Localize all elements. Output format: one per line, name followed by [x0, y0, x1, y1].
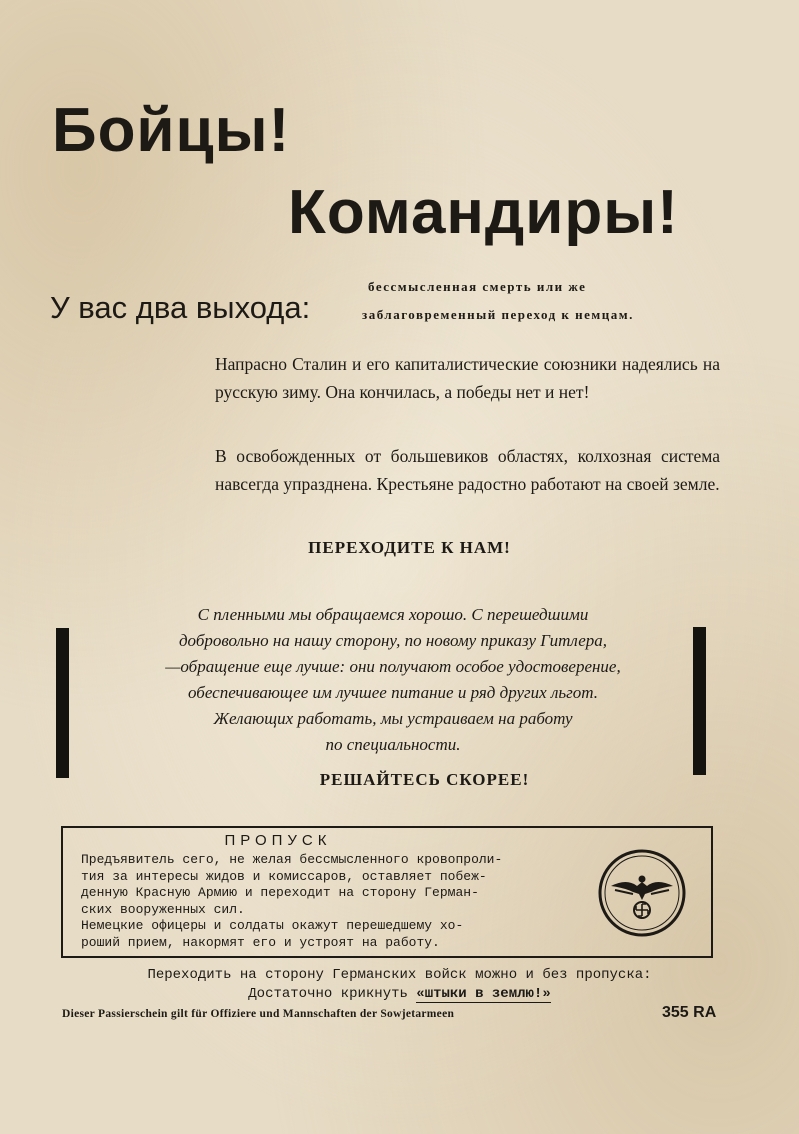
footer-line-2-prefix: Достаточно крикнуть — [248, 986, 417, 1002]
italic-line: —обращение еще лучше: они получают особое удостоверение, — [165, 657, 621, 676]
italic-line: С пленными мы обращаемся хорошо. С перешедшими — [197, 605, 589, 624]
prisoner-treatment-block — [108, 602, 678, 758]
call-decide-quickly: РЕШАЙТЕСЬ СКОРЕЕ! — [319, 770, 530, 789]
pass-line: денную Красную Армию и переходит на сторону Герман- — [81, 885, 479, 901]
footer-line-2 — [0, 986, 799, 1002]
option-death: бессмысленная смерть или же — [368, 279, 587, 294]
left-black-bar — [56, 628, 69, 778]
footer-shout: «штыки в землю!» — [416, 986, 551, 1002]
pass-line: ских вооруженных сил. — [81, 901, 245, 917]
pass-line: тия за интересы жидов и комиссаров, оставляет побеж- — [81, 868, 487, 884]
paragraph-kolkhoz: В освобожденных от большевиков областях, колхозная система навсегда упразднена. Крестьяне радостно работают на своей земле. — [215, 446, 720, 494]
italic-line: по специальности. — [325, 735, 461, 754]
italic-line: обеспечивающее им лучшее питание и ряд других льгот. — [188, 683, 598, 702]
paragraph-stalin: Напрасно Сталин и его капиталистические союзники надеялись на русскую зиму. Она кончилась, а победы нет и нет! — [215, 354, 720, 402]
german-validity-note: Dieser Passierschein gilt für Offiziere und Mannschaften der Sowjetarmeen — [62, 1008, 455, 1020]
pass-text — [81, 852, 601, 952]
pass-line: Немецкие офицеры и солдаты окажут перешедшему хо- — [81, 918, 464, 934]
italic-line: Желающих работать, мы устраиваем на работу — [213, 709, 573, 728]
pass-box — [61, 826, 713, 958]
pass-line: Предъявитель сего, не желая бессмысленного кровопроли- — [81, 852, 503, 867]
right-black-bar — [693, 627, 706, 775]
option-defect: заблаговременный переход к немцам. — [362, 307, 634, 322]
pass-title: ПРОПУСК — [224, 832, 332, 849]
call-to-cross-over: ПЕРЕХОДИТЕ К НАМ! — [308, 538, 511, 557]
pass-line: роший прием, накормят его и устроят на работу. — [81, 934, 440, 950]
eagle-swastika-emblem-icon — [597, 848, 687, 938]
leaflet-code: 355 RA — [662, 1004, 717, 1021]
exits-label: У вас два выхода: — [50, 290, 311, 325]
title-line-2: Командиры! — [288, 178, 679, 247]
title-line-1: Бойцы! — [52, 96, 291, 165]
italic-line: добровольно на нашу сторону, по новому приказу Гитлера, — [178, 631, 608, 650]
footer-line-1: Переходить на сторону Германских войск можно и без пропуска: — [147, 967, 652, 983]
